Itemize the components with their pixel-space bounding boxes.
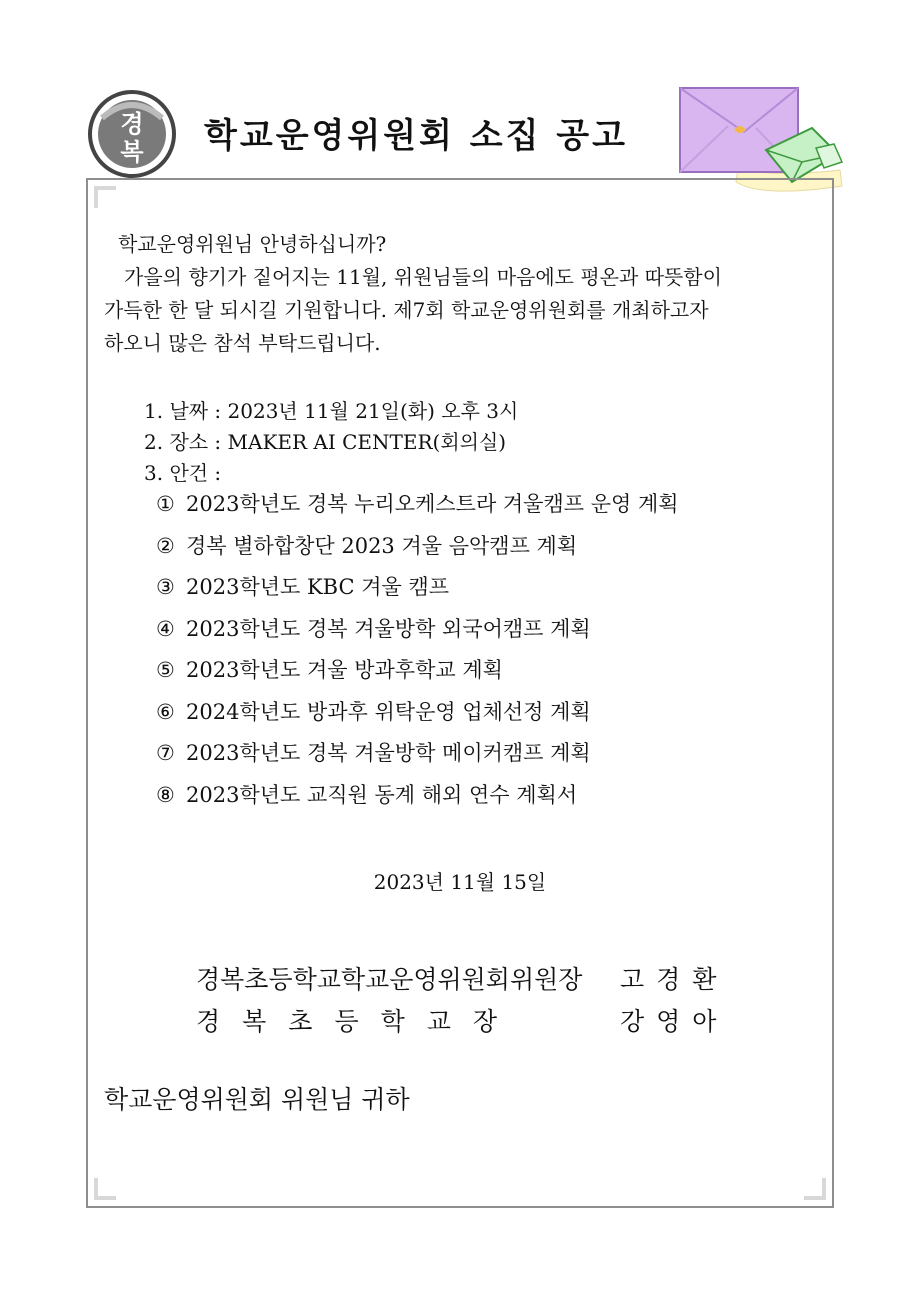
page-title: 학교운영위원회 소집 공고 — [204, 116, 628, 156]
agenda-number: ⑦ — [156, 741, 175, 765]
list-item — [156, 692, 679, 734]
chair-title: 경복초등학교학교운영위원회위원장 — [196, 965, 583, 994]
principal-title: 경복초등학교장 — [196, 1007, 520, 1036]
agenda-text: 경복 별하합창단 2023 겨울 음악캠프 계획 — [186, 533, 578, 558]
notice-date: 2023년 11월 15일 — [373, 870, 547, 894]
agenda-text: 2024학년도 방과후 위탁운영 업체선정 계획 — [186, 699, 591, 724]
meeting-details — [144, 396, 518, 489]
intro-line: 가을의 향기가 짙어지는 11월, 위원님들의 마음에도 평온과 따뜻함이 — [124, 265, 722, 289]
agenda-number: ② — [156, 533, 175, 558]
frame-corner — [94, 186, 116, 208]
agenda-text: 2023학년도 KBC 겨울 캠프 — [186, 575, 450, 599]
agenda-text: 2023학년도 경복 누리오케스트라 겨울캠프 운영 계획 — [186, 492, 679, 516]
logo-char-top: 경 — [120, 110, 144, 138]
list-item — [156, 609, 679, 651]
principal-name: 강영아 — [620, 1007, 729, 1036]
list-item — [156, 526, 679, 568]
recipient-line: 학교운영위원회 위원님 귀하 — [104, 1085, 410, 1114]
agenda-number: ⑥ — [156, 699, 175, 724]
intro-line: 가득한 한 달 되시길 기원합니다. 제7회 학교운영위원회를 개최하고자 — [104, 298, 709, 322]
logo-char-bottom: 복 — [120, 138, 144, 166]
intro-line: 하오니 많은 참석 부탁드립니다. — [104, 331, 381, 355]
agenda-text: 2023학년도 경복 겨울방학 메이커캠프 계획 — [186, 741, 591, 765]
agenda-number: ⑧ — [156, 782, 175, 807]
agenda-number: ③ — [156, 575, 175, 599]
agenda-text: 2023학년도 경복 겨울방학 외국어캠프 계획 — [186, 616, 591, 641]
agenda-text: 2023학년도 교직원 동계 해외 연수 계획서 — [186, 782, 578, 807]
list-item — [156, 484, 679, 526]
agenda-number: ① — [156, 492, 175, 516]
agenda-list — [156, 484, 679, 816]
meeting-place: 2. 장소 : MAKER AI CENTER(회의실) — [144, 430, 507, 454]
school-logo-icon — [86, 88, 182, 180]
agenda-text: 2023학년도 겨울 방과후학교 계획 — [186, 658, 503, 682]
greeting: 학교운영위원님 안녕하십니까? — [118, 232, 387, 256]
agenda-number: ⑤ — [156, 658, 175, 682]
list-item — [156, 775, 679, 817]
agenda-heading: 3. 안건 : — [144, 461, 222, 485]
meeting-date: 1. 날짜 : 2023년 11월 21일(화) 오후 3시 — [144, 399, 519, 423]
frame-corner — [804, 1178, 826, 1200]
chair-name: 고경환 — [620, 965, 729, 994]
list-item — [156, 567, 679, 609]
agenda-number: ④ — [156, 616, 175, 641]
list-item — [156, 650, 679, 692]
intro-text — [104, 228, 824, 360]
list-item — [156, 733, 679, 775]
frame-corner — [94, 1178, 116, 1200]
